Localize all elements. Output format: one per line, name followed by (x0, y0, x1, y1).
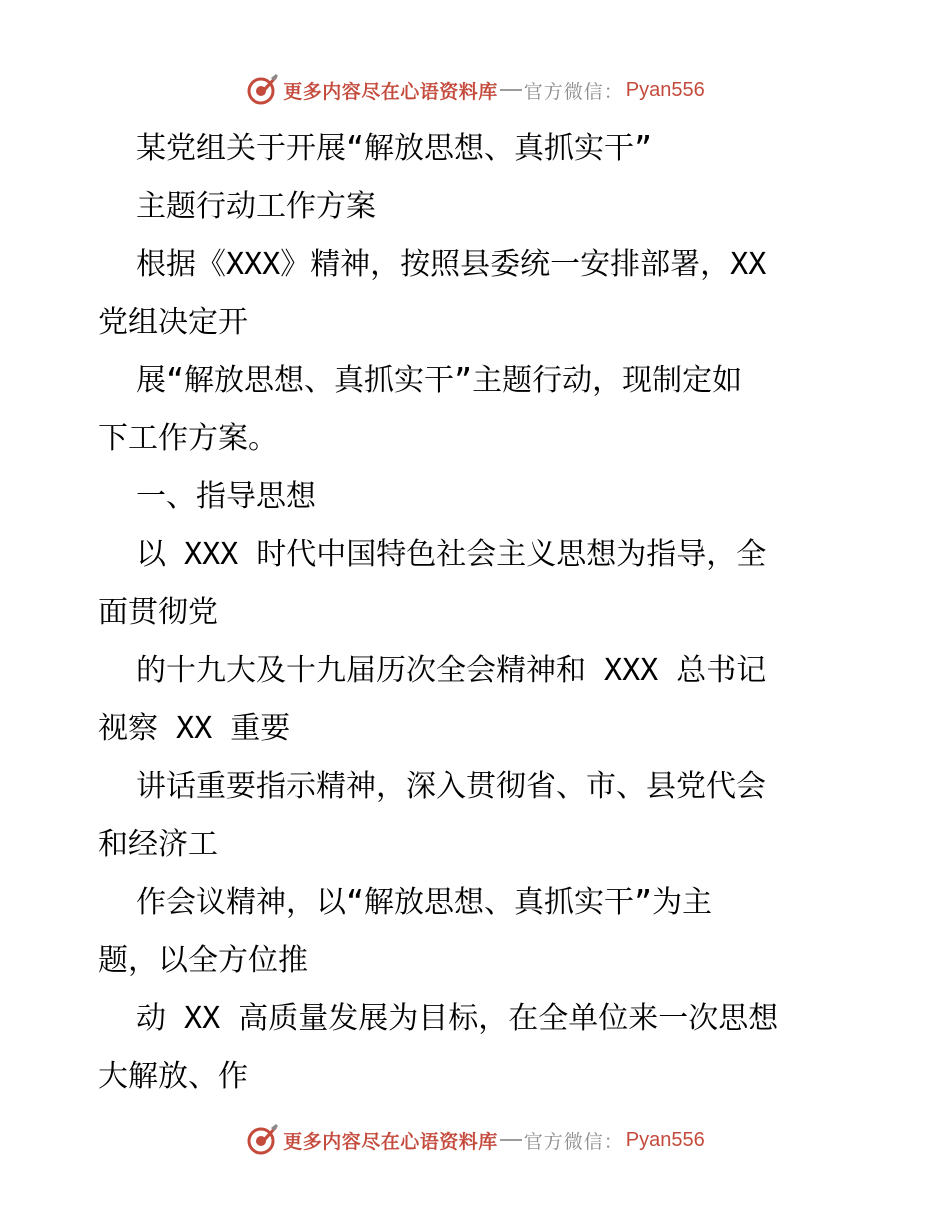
paragraph-line: 展“解放思想、真抓实干”主题行动，现制定如 (136, 363, 743, 398)
paragraph-line: 作会议精神，以“解放思想、真抓实干”为主 (136, 885, 713, 920)
banner-main-text: 更多内容尽在心语资料库 (283, 80, 498, 103)
quill-logo-icon (245, 73, 279, 107)
footer-banner (0, 1120, 950, 1160)
banner-dash-divider (500, 89, 522, 91)
paragraph-line: 的十九大及十九届历次全会精神和 XXX 总书记 (136, 653, 767, 688)
paragraph-line: 党组决定开 (98, 305, 248, 340)
banner-dash-divider (500, 1139, 522, 1141)
banner-sub-text: 官方微信： (523, 1130, 624, 1153)
paragraph-line: 下工作方案。 (98, 421, 278, 456)
paragraph-line: 讲话重要指示精神，深入贯彻省、市、县党代会 (136, 769, 766, 804)
paragraph-line: 以 XXX 时代中国特色社会主义思想为指导，全 (136, 537, 767, 572)
paragraph-line: 动 XX 高质量发展为目标，在全单位来一次思想 (136, 1001, 779, 1036)
paragraph-line: 和经济工 (98, 827, 218, 862)
document-body (98, 120, 858, 1106)
banner-wechat-id: Pyan556 (625, 78, 705, 101)
banner-main-text: 更多内容尽在心语资料库 (283, 1130, 498, 1153)
paragraph-line: 面贯彻党 (98, 595, 218, 630)
quill-logo-icon (245, 1123, 279, 1157)
paragraph-line: 视察 XX 重要 (98, 711, 291, 746)
banner-sub-text: 官方微信： (523, 80, 624, 103)
header-banner (0, 70, 950, 110)
paragraph-line: 根据《XXX》精神，按照县委统一安排部署，XX (136, 247, 767, 282)
section-heading: 一、指导思想 (136, 479, 316, 514)
doc-title-line-2: 主题行动工作方案 (136, 189, 376, 224)
doc-title-line-1: 某党组关于开展“解放思想、真抓实干” (136, 131, 653, 166)
paragraph-line: 大解放、作 (98, 1059, 248, 1094)
banner-wechat-id: Pyan556 (625, 1128, 705, 1151)
paragraph-line: 题，以全方位推 (98, 943, 308, 978)
